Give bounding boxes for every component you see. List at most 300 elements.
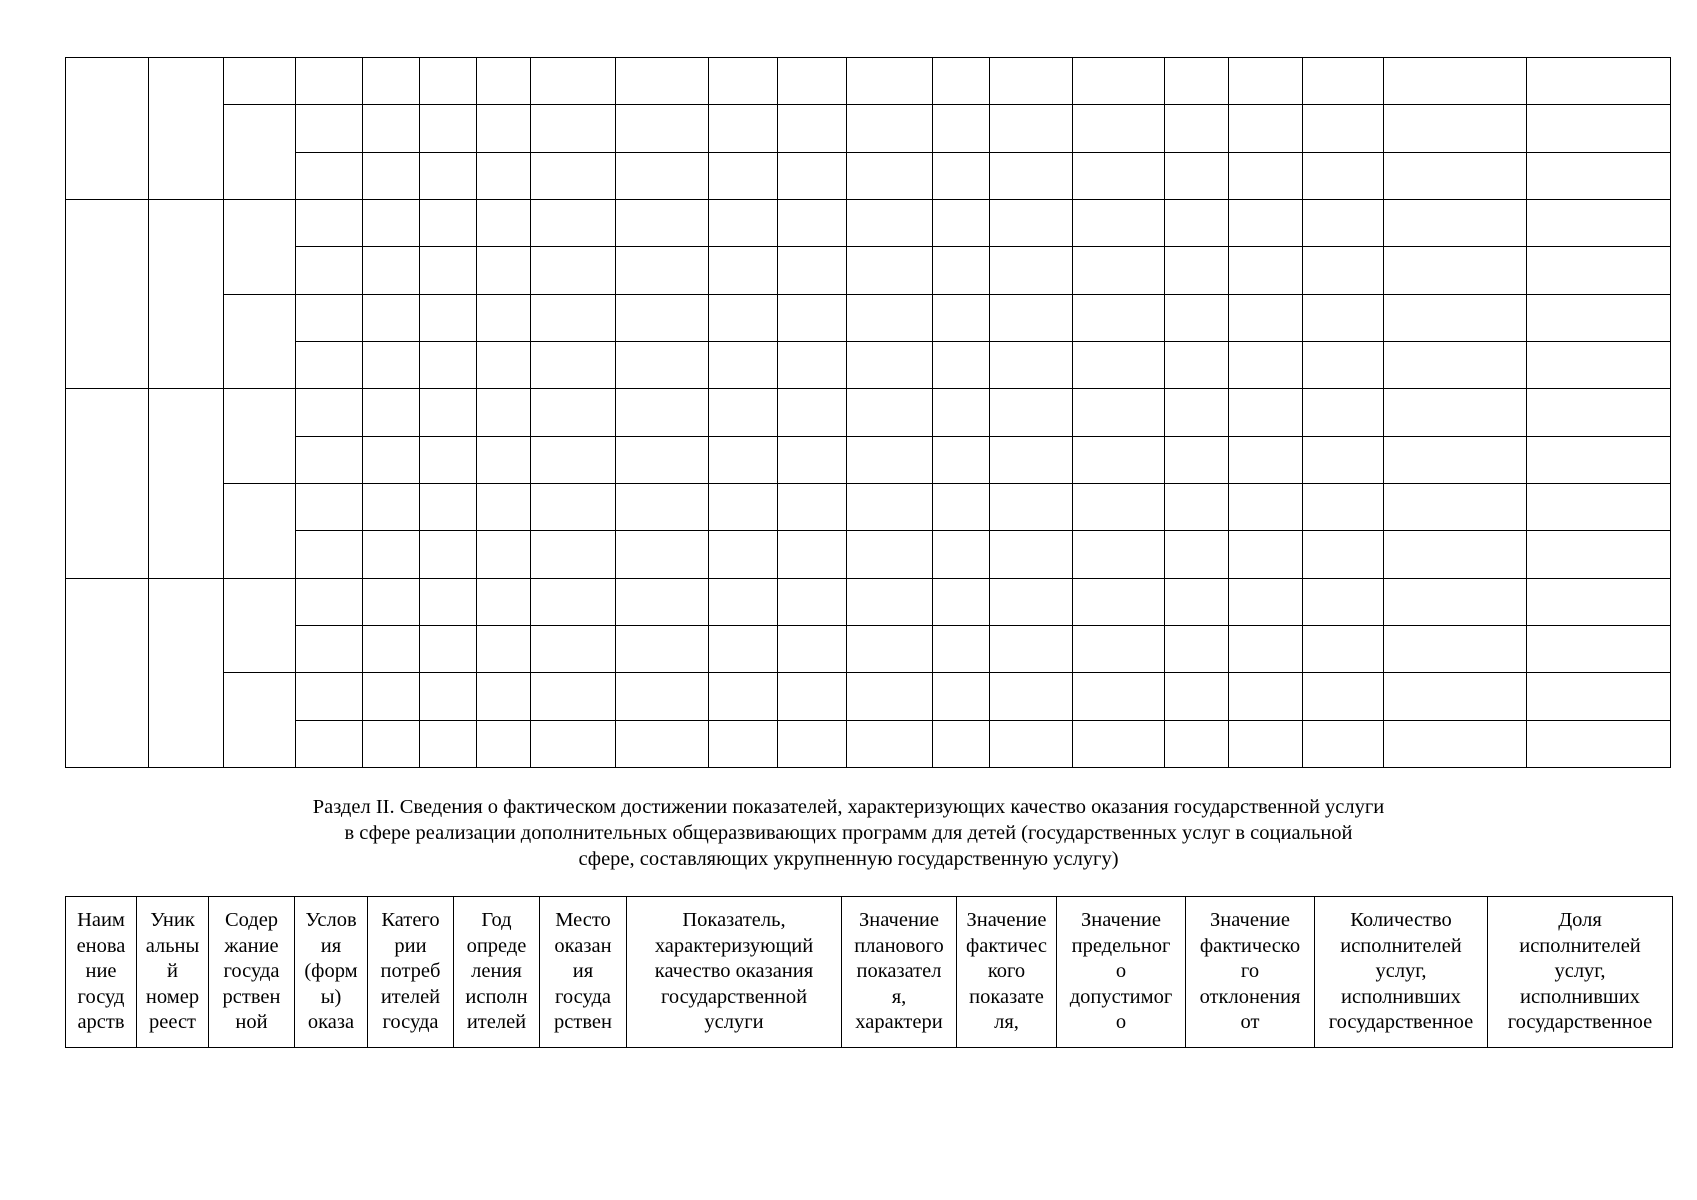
column-header [368, 897, 454, 1048]
grid-row [66, 389, 1671, 436]
grid-cell [224, 389, 296, 484]
grid-cell [1384, 720, 1527, 767]
grid-cell [847, 625, 933, 672]
empty-data-grid [65, 57, 1671, 768]
grid-cell [1384, 578, 1527, 625]
grid-cell [990, 720, 1073, 767]
grid-cell [1165, 199, 1229, 246]
column-header-line: ителей [466, 1011, 527, 1033]
grid-cell [990, 483, 1073, 530]
column-header-line: рствен [554, 1011, 612, 1033]
grid-cell [1527, 247, 1671, 294]
grid-cell [1073, 199, 1165, 246]
column-header-line: Значение [1081, 909, 1161, 931]
grid-cell [933, 673, 990, 720]
grid-cell [1303, 483, 1384, 530]
grid-cell [709, 247, 778, 294]
grid-cell [477, 58, 531, 105]
grid-cell [933, 247, 990, 294]
column-header [627, 897, 842, 1048]
grid-cell [477, 152, 531, 199]
grid-cell [1229, 673, 1303, 720]
grid-cell [1527, 720, 1671, 767]
grid-cell [66, 578, 149, 767]
grid-cell [847, 673, 933, 720]
grid-cell [616, 625, 709, 672]
grid-cell [296, 247, 363, 294]
grid-cell [709, 199, 778, 246]
grid-cell [296, 673, 363, 720]
column-header-line: го [1240, 960, 1260, 982]
grid-cell [1303, 578, 1384, 625]
grid-cell [709, 105, 778, 152]
column-header [540, 897, 627, 1048]
grid-cell [531, 152, 616, 199]
grid-cell [1303, 673, 1384, 720]
grid-cell [1073, 389, 1165, 436]
column-header-text [137, 897, 208, 1034]
grid-cell [363, 483, 420, 530]
grid-cell [363, 105, 420, 152]
grid-cell [1303, 199, 1384, 246]
grid-cell [477, 625, 531, 672]
column-header-line: альны [145, 934, 200, 957]
grid-cell [1384, 294, 1527, 341]
grid-cell [1527, 294, 1671, 341]
grid-cell [531, 720, 616, 767]
column-header-line: от [1240, 1011, 1260, 1033]
grid-cell [531, 105, 616, 152]
grid-cell [1165, 578, 1229, 625]
grid-cell [1229, 625, 1303, 672]
grid-cell [1303, 105, 1384, 152]
grid-cell [616, 152, 709, 199]
grid-cell [1303, 531, 1384, 578]
grid-cell [933, 199, 990, 246]
grid-cell [296, 389, 363, 436]
grid-cell [1165, 625, 1229, 672]
grid-cell [1165, 341, 1229, 388]
grid-cell [420, 483, 477, 530]
grid-cell [296, 625, 363, 672]
column-header-line: о [1115, 960, 1127, 982]
grid-cell [363, 625, 420, 672]
column-header-text [1186, 897, 1314, 1034]
column-header [957, 897, 1057, 1048]
grid-cell [477, 389, 531, 436]
grid-cell [847, 247, 933, 294]
column-header-line: Место [555, 909, 611, 931]
column-header-line: ия [572, 960, 594, 982]
grid-cell [477, 578, 531, 625]
column-header-line: Значение [966, 909, 1047, 931]
grid-cell [296, 294, 363, 341]
grid-cell [531, 389, 616, 436]
grid-cell [1303, 152, 1384, 199]
grid-cell [709, 578, 778, 625]
column-header-line: о [1115, 1011, 1127, 1033]
column-header-text [842, 897, 956, 1034]
column-header-line: качество оказания [654, 960, 814, 982]
grid-cell [990, 673, 1073, 720]
grid-cell [847, 483, 933, 530]
grid-cell [1229, 389, 1303, 436]
grid-cell [1229, 247, 1303, 294]
grid-cell [1303, 58, 1384, 105]
grid-cell [933, 578, 990, 625]
grid-cell [1229, 578, 1303, 625]
column-header-line: Значение [1210, 909, 1290, 931]
grid-cell [709, 483, 778, 530]
grid-cell [296, 531, 363, 578]
column-header-text [957, 897, 1056, 1034]
column-header-line: потреб [380, 960, 441, 982]
grid-cell [1073, 58, 1165, 105]
column-header-text [368, 897, 453, 1034]
grid-cell [709, 294, 778, 341]
grid-row [66, 152, 1671, 199]
grid-cell [1384, 341, 1527, 388]
grid-cell [709, 152, 778, 199]
grid-cell [363, 247, 420, 294]
grid-cell [363, 152, 420, 199]
grid-cell [1384, 436, 1527, 483]
column-header-line: предельног [1071, 934, 1171, 957]
grid-cell [778, 341, 847, 388]
grid-cell [990, 436, 1073, 483]
grid-cell [933, 152, 990, 199]
column-header-line: я, [891, 985, 907, 1008]
grid-row [66, 199, 1671, 246]
grid-cell [990, 341, 1073, 388]
grid-cell [1073, 483, 1165, 530]
grid-cell [616, 294, 709, 341]
grid-cell [1303, 341, 1384, 388]
column-header-line: Наим [77, 909, 125, 931]
grid-cell [1527, 152, 1671, 199]
grid-cell [1384, 483, 1527, 530]
column-header-line: госуд [77, 985, 125, 1008]
grid-cell [1073, 341, 1165, 388]
grid-cell [1527, 58, 1671, 105]
grid-cell [1303, 247, 1384, 294]
column-header [1315, 897, 1488, 1048]
grid-cell [1303, 294, 1384, 341]
grid-cell [1303, 625, 1384, 672]
grid-cell [477, 531, 531, 578]
column-header-line: оказа [307, 1011, 355, 1033]
column-header-line: ителей [380, 985, 441, 1008]
column-header-line: опреде [466, 934, 527, 957]
grid-cell [531, 58, 616, 105]
section-title-line: Раздел II. Сведения о фактическом достижении показателей, характеризующих качество оказания государственной услуги [312, 796, 1385, 818]
column-header-text [295, 897, 367, 1034]
grid-cell [990, 389, 1073, 436]
grid-body [66, 58, 1671, 768]
column-header-line: кого [987, 960, 1026, 982]
column-header-line: исполнивших [1341, 985, 1461, 1008]
grid-cell [531, 247, 616, 294]
grid-cell [1165, 247, 1229, 294]
column-header-text [66, 897, 136, 1034]
grid-cell [1073, 247, 1165, 294]
grid-cell [531, 483, 616, 530]
grid-row [66, 294, 1671, 341]
grid-cell [1527, 531, 1671, 578]
grid-cell [616, 720, 709, 767]
column-header-line: Содер [224, 909, 279, 931]
grid-cell [1384, 531, 1527, 578]
grid-cell [847, 294, 933, 341]
grid-cell [1384, 58, 1527, 105]
column-header-text [454, 897, 539, 1034]
grid-cell [1073, 436, 1165, 483]
grid-cell [1165, 673, 1229, 720]
grid-cell [933, 294, 990, 341]
grid-cell [847, 199, 933, 246]
grid-cell [531, 436, 616, 483]
column-header-line: характери [855, 1011, 943, 1033]
grid-cell [420, 105, 477, 152]
grid-cell [1165, 483, 1229, 530]
column-header-line: жание [224, 934, 279, 957]
grid-cell [420, 389, 477, 436]
grid-cell [420, 531, 477, 578]
grid-cell [531, 341, 616, 388]
grid-cell [1165, 720, 1229, 767]
column-header [454, 897, 540, 1048]
column-header-text [1315, 897, 1487, 1034]
column-header-line: ние [85, 960, 117, 982]
column-header-line: Катего [381, 909, 440, 931]
grid-cell [990, 58, 1073, 105]
grid-cell [778, 436, 847, 483]
grid-cell [1384, 625, 1527, 672]
grid-cell [1384, 673, 1527, 720]
grid-cell [477, 436, 531, 483]
column-header-line: допустимог [1069, 985, 1173, 1008]
grid-cell [149, 578, 224, 767]
grid-cell [420, 341, 477, 388]
grid-cell [1229, 341, 1303, 388]
grid-cell [224, 199, 296, 294]
column-header-line: услуг, [1375, 960, 1427, 982]
column-header-line: фактическо [1199, 934, 1301, 957]
column-header-line: госуда [555, 985, 611, 1008]
grid-cell [616, 389, 709, 436]
column-header-line: государственной [660, 985, 808, 1008]
grid-cell [420, 58, 477, 105]
grid-row [66, 720, 1671, 767]
grid-row [66, 483, 1671, 530]
grid-cell [778, 294, 847, 341]
grid-cell [1527, 625, 1671, 672]
column-header-line: услуг, [1554, 960, 1606, 982]
grid-cell [1165, 436, 1229, 483]
column-header-line: ной [235, 1011, 268, 1033]
column-header-line: рствен [222, 985, 281, 1008]
grid-row [66, 625, 1671, 672]
column-header-line: исполн [465, 985, 528, 1008]
grid-cell [296, 152, 363, 199]
grid-cell [847, 105, 933, 152]
grid-cell [363, 531, 420, 578]
grid-cell [778, 673, 847, 720]
grid-cell [990, 105, 1073, 152]
column-header-line: арств [77, 1011, 125, 1033]
grid-cell [1073, 105, 1165, 152]
grid-cell [1229, 105, 1303, 152]
grid-cell [1165, 294, 1229, 341]
column-header-line: государственное [1328, 1011, 1474, 1033]
column-header-line: Значение [859, 909, 939, 931]
grid-cell [477, 483, 531, 530]
grid-cell [1527, 436, 1671, 483]
column-header-line: (форм [304, 960, 358, 982]
grid-cell [847, 436, 933, 483]
column-header-line: Услов [305, 909, 357, 931]
grid-cell [1527, 105, 1671, 152]
column-header-text [1488, 897, 1672, 1034]
column-header [1488, 897, 1673, 1048]
grid-cell [296, 578, 363, 625]
column-header-text [540, 897, 626, 1034]
grid-cell [1384, 247, 1527, 294]
grid-cell [847, 152, 933, 199]
grid-cell [1303, 389, 1384, 436]
column-header-text [209, 897, 294, 1034]
column-header-line: ы) [320, 985, 342, 1008]
header-row [66, 897, 1673, 1048]
grid-cell [296, 58, 363, 105]
grid-cell [1229, 199, 1303, 246]
grid-cell [1527, 578, 1671, 625]
grid-cell [420, 436, 477, 483]
grid-cell [363, 199, 420, 246]
grid-cell [1229, 436, 1303, 483]
grid-cell [149, 199, 224, 388]
grid-cell [477, 294, 531, 341]
grid-cell [420, 247, 477, 294]
grid-cell [933, 436, 990, 483]
grid-cell [66, 389, 149, 578]
grid-cell [1073, 673, 1165, 720]
grid-cell [1073, 152, 1165, 199]
grid-cell [933, 58, 990, 105]
grid-cell [709, 673, 778, 720]
grid-cell [531, 625, 616, 672]
grid-row [66, 673, 1671, 720]
grid-cell [1527, 341, 1671, 388]
grid-cell [1384, 389, 1527, 436]
column-header-line: й [167, 960, 178, 982]
grid-cell [616, 105, 709, 152]
section-title-line: сфере, составляющих укрупненную государственную услугу) [578, 848, 1119, 870]
column-header-line: планового [854, 934, 944, 957]
grid-cell [990, 199, 1073, 246]
grid-cell [66, 199, 149, 388]
grid-cell [224, 58, 296, 105]
grid-cell [1073, 578, 1165, 625]
grid-cell [778, 483, 847, 530]
grid-cell [363, 58, 420, 105]
grid-cell [1303, 720, 1384, 767]
grid-cell [778, 578, 847, 625]
column-header-line: отклонения [1199, 985, 1301, 1008]
grid-cell [1229, 294, 1303, 341]
grid-cell [847, 578, 933, 625]
column-header [1057, 897, 1186, 1048]
grid-cell [778, 531, 847, 578]
grid-cell [296, 341, 363, 388]
grid-cell [363, 341, 420, 388]
grid-cell [616, 247, 709, 294]
grid-cell [847, 58, 933, 105]
column-header-line: номер [145, 985, 200, 1008]
grid-cell [477, 199, 531, 246]
grid-row [66, 341, 1671, 388]
grid-cell [616, 578, 709, 625]
column-header-line: госуда [382, 1011, 439, 1033]
grid-cell [990, 578, 1073, 625]
grid-cell [1165, 389, 1229, 436]
column-header-line: характеризующий [654, 934, 814, 957]
grid-cell [990, 152, 1073, 199]
grid-row [66, 247, 1671, 294]
grid-cell [363, 673, 420, 720]
grid-cell [224, 294, 296, 389]
grid-cell [363, 389, 420, 436]
grid-cell [933, 531, 990, 578]
grid-cell [1303, 436, 1384, 483]
grid-cell [477, 105, 531, 152]
column-header-line: ия [320, 934, 342, 957]
grid-cell [616, 483, 709, 530]
column-header [1186, 897, 1315, 1048]
column-header-line: рии [394, 934, 427, 957]
grid-cell [296, 199, 363, 246]
grid-cell [296, 436, 363, 483]
grid-cell [778, 389, 847, 436]
grid-cell [1384, 199, 1527, 246]
grid-cell [296, 483, 363, 530]
grid-cell [990, 531, 1073, 578]
column-header-line: фактичес [965, 934, 1048, 957]
grid-cell [1165, 152, 1229, 199]
grid-cell [224, 673, 296, 768]
grid-cell [420, 625, 477, 672]
grid-cell [1527, 673, 1671, 720]
grid-cell [933, 389, 990, 436]
grid-cell [616, 436, 709, 483]
grid-cell [778, 625, 847, 672]
grid-row [66, 105, 1671, 152]
grid-cell [1229, 152, 1303, 199]
grid-cell [778, 247, 847, 294]
column-header-line: исполнителей [1519, 934, 1641, 957]
grid-cell [709, 436, 778, 483]
grid-cell [990, 294, 1073, 341]
indicators-header-table [65, 896, 1673, 1048]
grid-cell [847, 720, 933, 767]
grid-cell [477, 720, 531, 767]
column-header [66, 897, 137, 1048]
grid-cell [1073, 625, 1165, 672]
grid-cell [224, 483, 296, 578]
column-header-line: госуда [223, 960, 280, 982]
grid-cell [709, 625, 778, 672]
grid-row [66, 531, 1671, 578]
